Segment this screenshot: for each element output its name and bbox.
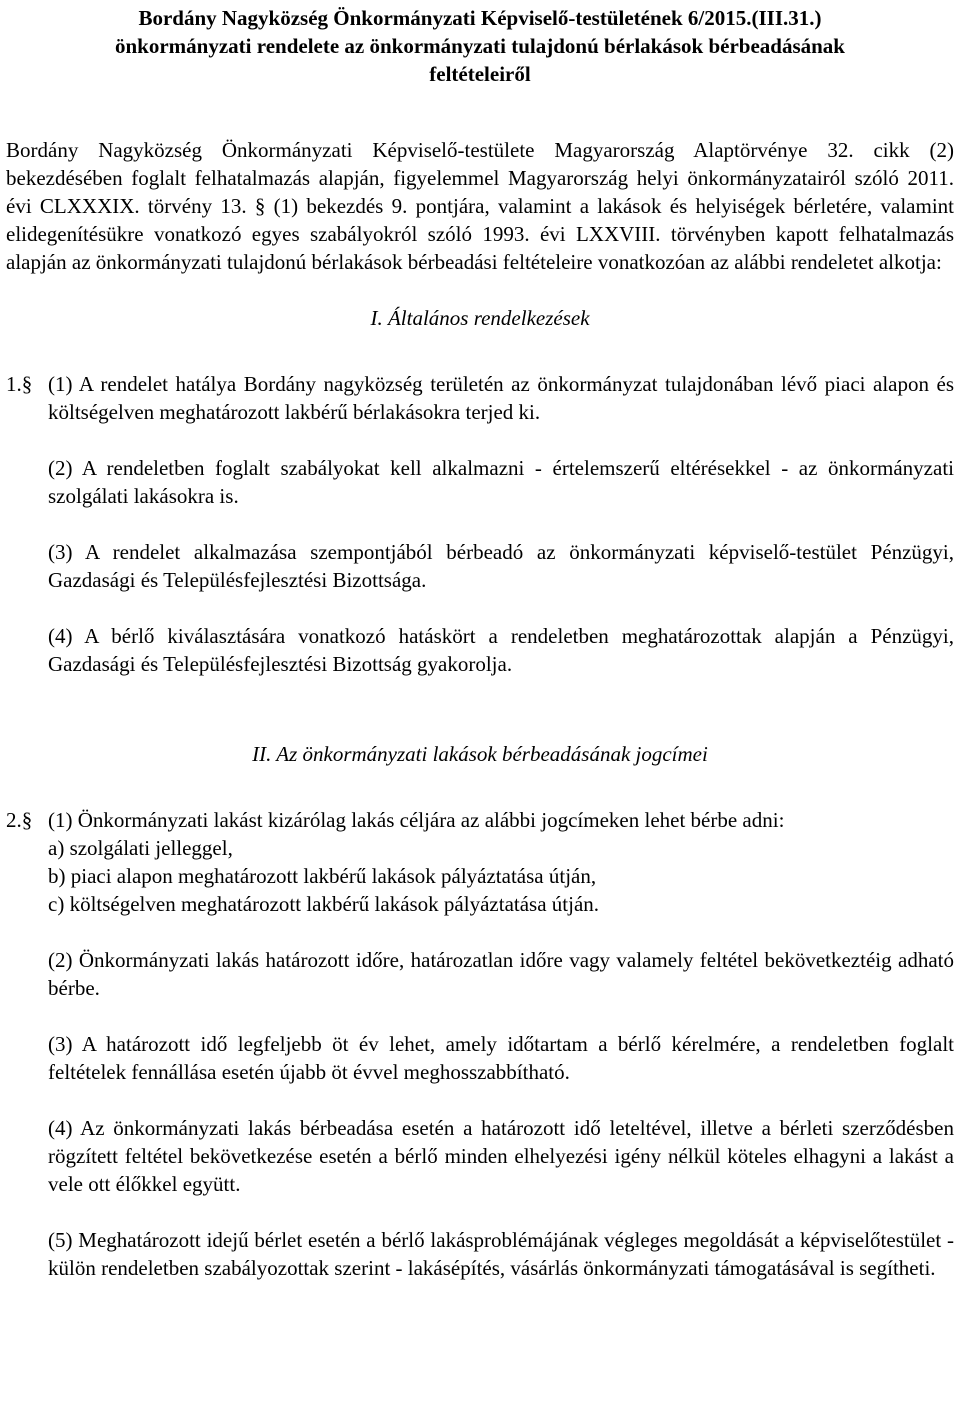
title-line-1: Bordány Nagyközség Önkormányzati Képviselő-testületének 6/2015.(III.31.) (138, 6, 822, 30)
article-2-paragraph-2: (2) Önkormányzati lakás határozott időre, határozatlan időre vagy valamely feltétel bekövetkeztéig adható bérbe. (48, 948, 954, 1000)
preamble: Bordány Nagyközség Önkormányzati Képviselő-testülete Magyarország Alaptörvénye 32. cikk (2) bekezdésében foglalt felhatalmazás alapján, figyelemmel Magyarország helyi önkormányzatairól szóló 2011. évi CLXXXIX. törvény 13. § (1) bekezdés 9. pontjára, valamint a lakások és helyiségek bérletére, valamint elidegenítésükre vonatkozó egyes szabályokról szóló 1993. évi LXXVIII. törvényben kapott felhatalmazás alapján az önkormányzati tulajdonú bérlakások bérbeadási feltételeire vonatkozóan az alábbi rendeletet alkotja: (6, 138, 954, 274)
article-1 (6, 370, 954, 678)
document-page (0, 4, 960, 1408)
article-2-paragraph-1-intro: (1) Önkormányzati lakást kizárólag lakás céljára az alábbi jogcímeken lehet bérbe adni: (48, 808, 785, 832)
article-1-paragraph-1: (1) A rendelet hatálya Bordány nagyközség területén az önkormányzat tulajdonában lévő piaci alapon és költségelven meghatározott lakbérű bérlakásokra terjed ki. (48, 372, 954, 424)
list-item-c: c) költségelven meghatározott lakbérű lakások pályáztatása útján. (48, 892, 600, 916)
title-line-3: feltételeiről (429, 62, 531, 86)
article-2-number: 2.§ (6, 808, 33, 832)
list-item-a: a) szolgálati jelleggel, (48, 836, 233, 860)
article-2-paragraph-5: (5) Meghatározott idejű bérlet esetén a bérlő lakásproblémájának végleges megoldását a képviselőtestület - külön rendeletben szabályozottak szerint - lakásépítés, vásárlás önkormányzati támogatásával is segítheti. (48, 1228, 954, 1280)
section-heading-2: II. Az önkormányzati lakások bérbeadásának jogcímei (252, 742, 708, 766)
list-item-b: b) piaci alapon meghatározott lakbérű lakások pályáztatása útján, (48, 864, 597, 888)
article-1-paragraph-2: (2) A rendeletben foglalt szabályokat kell alkalmazni - értelemszerű eltérésekkel - az önkormányzati szolgálati lakásokra is. (48, 456, 954, 508)
article-2 (6, 806, 954, 1282)
document-title (6, 4, 954, 88)
article-2-paragraph-3: (3) A határozott idő legfeljebb öt év lehet, amely időtartam a bérlő kérelmére, a rendeletben foglalt feltételek fennállása esetén újabb öt évvel meghosszabbítható. (48, 1032, 954, 1084)
title-line-2: önkormányzati rendelete az önkormányzati tulajdonú bérlakások bérbeadásának (115, 34, 845, 58)
section-heading-1: I. Általános rendelkezések (370, 306, 590, 330)
article-1-paragraph-4: (4) A bérlő kiválasztására vonatkozó hatáskört a rendeletben meghatározottak alapján a Pénzügyi, Gazdasági és Településfejlesztési Bizottság gyakorolja. (48, 624, 954, 676)
article-1-number: 1.§ (6, 372, 33, 396)
article-1-paragraph-3: (3) A rendelet alkalmazása szempontjából bérbeadó az önkormányzati képviselő-testület Pénzügyi, Gazdasági és Településfejlesztési Bizottsága. (48, 540, 954, 592)
article-2-paragraph-4: (4) Az önkormányzati lakás bérbeadása esetén a határozott idő leteltével, illetve a bérleti szerződésben rögzített feltétel bekövetkezése esetén a bérlő minden elhelyezési igény nélkül köteles elhagyni a lakást a vele ott élőkkel együtt. (48, 1116, 954, 1196)
article-2-paragraph-1 (48, 806, 954, 918)
